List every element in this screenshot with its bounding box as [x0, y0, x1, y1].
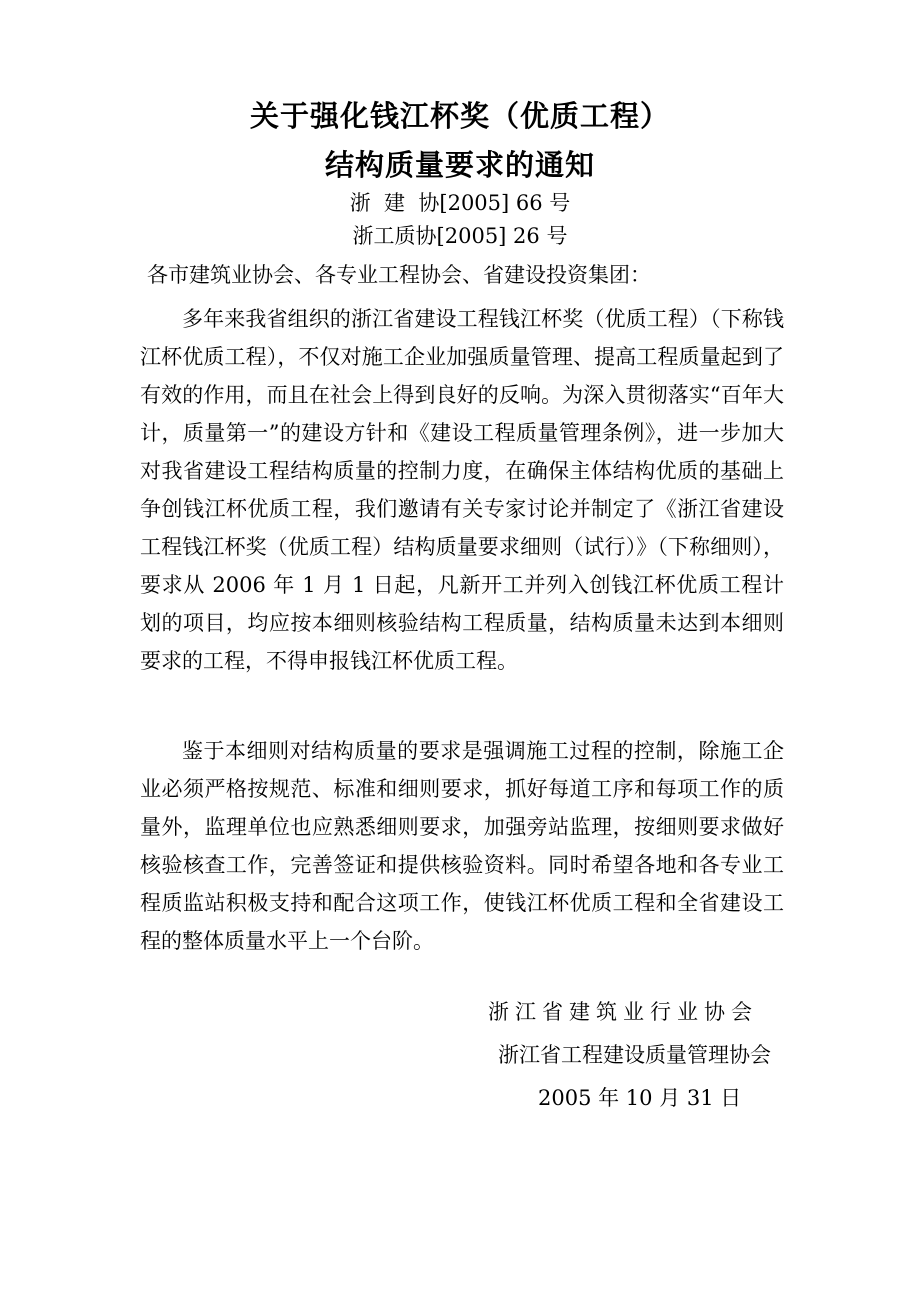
notice-title-line-1: 关于强化钱江杯奖（优质工程）	[249, 99, 670, 133]
signatory-2: 浙江省工程建设质量管理协会	[498, 1043, 771, 1067]
body-paragraph-1: 多年来我省组织的浙江省建设工程钱江杯奖（优质工程）（下称钱江杯优质工程），不仅对施工企业加强质量管理、提高工程质量起到了有效的作用，而且在社会上得到良好的反响。为深入贯彻落实“百年大计，质量第一”的建设方针和《建设工程质量管理条例》，进一步加大对我省建设工程结构质量的控制力度，在确保主体结构优质的基础上争创钱江杯优质工程，我们邀请有关专家讨论并制定了《浙江省建设工程钱江杯奖（优质工程）结构质量要求细则（试行）》（下称细则），要求从 2006 年 1 月 1 日起，凡新开工并列入创钱江杯优质工程计划的项目，均应按本细则核验结构工程质量，结构质量未达到本细则要求的工程，不得申报钱江杯优质工程。	[140, 307, 784, 673]
document-number-2: 浙工质协[2005] 26 号	[352, 224, 568, 248]
notice-title-line-2: 结构质量要求的通知	[324, 148, 595, 182]
signatory-1: 浙江省建筑业行业协会	[488, 1000, 758, 1024]
body-paragraph-2: 鉴于本细则对结构质量的要求是强调施工过程的控制，除施工企业必须严格按规范、标准和细则要求，抓好每道工序和每项工作的质量外，监理单位也应熟悉细则要求，加强旁站监理，按细则要求做好核验核查工作，完善签证和提供核验资料。同时希望各地和各专业工程质监站积极支持和配合这项工作，使钱江杯优质工程和全省建设工程的整体质量水平上一个台阶。	[140, 739, 784, 953]
document-number-1: 浙 建 协[2005] 66 号	[349, 191, 571, 215]
document-date: 2005 年 10 月 31 日	[538, 1086, 742, 1110]
salutation: 各市建筑业协会、各专业工程协会、省建设投资集团：	[147, 263, 651, 287]
